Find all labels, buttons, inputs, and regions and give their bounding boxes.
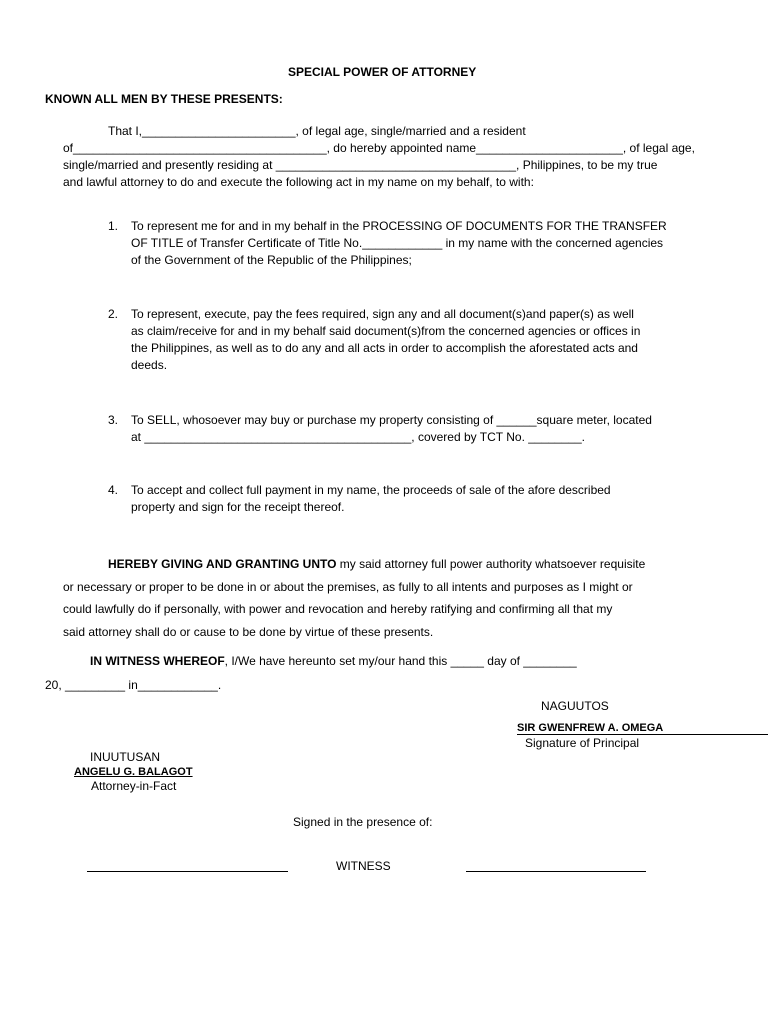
witness-signature-line-left — [87, 871, 288, 872]
list-item — [108, 306, 640, 374]
granting-lead: HEREBY GIVING AND GRANTING UNTO — [108, 557, 337, 571]
item-line: property and sign for the receipt thereof. — [131, 500, 345, 514]
item-line: at ________________________________________, covered by TCT No. ________. — [131, 430, 585, 444]
intro-line: single/married and presently residing at ____________________________________, Philippines, to be my true — [63, 158, 658, 172]
item-line: the Philippines, as well as to do any and all acts in order to accomplish the aforestated acts and — [131, 341, 638, 355]
item-line: OF TITLE of Transfer Certificate of Title No.____________ in my name with the concerned agencies — [131, 236, 664, 250]
attorney-heading: INUUTUSAN — [90, 750, 161, 764]
item-line: To represent, execute, pay the fees required, sign any and all document(s)and paper(s) as well — [131, 307, 634, 321]
item-number: 1. — [108, 219, 119, 233]
intro-line: of______________________________________, do hereby appointed name______________________, of legal age, — [63, 141, 695, 155]
principal-name: SIR GWENFREW A. OMEGA — [517, 722, 664, 734]
granting-line: said attorney shall do or cause to be done by virtue of these presents. — [63, 624, 434, 639]
item-number: 3. — [108, 413, 119, 427]
witness-whereof-lead: IN WITNESS WHEREOF — [90, 654, 225, 668]
granting-line: could lawfully do if personally, with power and revocation and hereby ratifying and confirming all that my — [63, 602, 613, 616]
witness-label: WITNESS — [336, 859, 391, 873]
item-line: as claim/receive for and in my behalf said document(s)from the concerned agencies or offices in — [131, 324, 641, 338]
item-line: of the Government of the Republic of the Philippines; — [131, 253, 412, 267]
item-number: 2. — [108, 307, 119, 321]
intro-line: That I,_______________________, of legal age, single/married and a resident — [108, 124, 526, 138]
item-number: 4. — [108, 483, 119, 497]
item-line: deeds. — [131, 358, 168, 372]
date-place-line: 20, _________ in____________. — [45, 678, 222, 692]
intro-paragraph — [63, 123, 695, 191]
intro-line: and lawful attorney to do and execute the following act in my name on my behalf, to with: — [63, 175, 534, 189]
salutation: KNOWN ALL MEN BY THESE PRESENTS: — [45, 92, 283, 106]
witness-whereof-line: IN WITNESS WHEREOF, I/We have hereunto set my/our hand this _____ day of ________ — [90, 654, 577, 668]
item-line: To SELL, whosoever may buy or purchase my property consisting of ______square meter, located — [131, 413, 652, 427]
principal-heading: NAGUUTOS — [541, 699, 609, 713]
item-line: To represent me for and in my behalf in the PROCESSING OF DOCUMENTS FOR THE TRANSFER — [131, 219, 667, 233]
principal-caption: Signature of Principal — [525, 736, 640, 750]
witness-signature-line-right — [466, 871, 646, 872]
list-item — [108, 218, 667, 269]
list-item — [108, 482, 611, 516]
presence-text: Signed in the presence of: — [293, 815, 433, 829]
attorney-caption: Attorney-in-Fact — [91, 779, 177, 793]
item-line: To accept and collect full payment in my name, the proceeds of sale of the afore described — [131, 483, 611, 497]
granting-paragraph — [63, 553, 645, 643]
granting-line: my said attorney full power authority whatsoever requisite — [336, 557, 646, 571]
list-item — [108, 412, 652, 446]
granting-line: or necessary or proper to be done in or about the premises, as fully to all intents and purposes as I might or — [63, 579, 633, 594]
attorney-name: ANGELU G. BALAGOT — [74, 766, 193, 778]
document-title: SPECIAL POWER OF ATTORNEY — [288, 65, 477, 79]
